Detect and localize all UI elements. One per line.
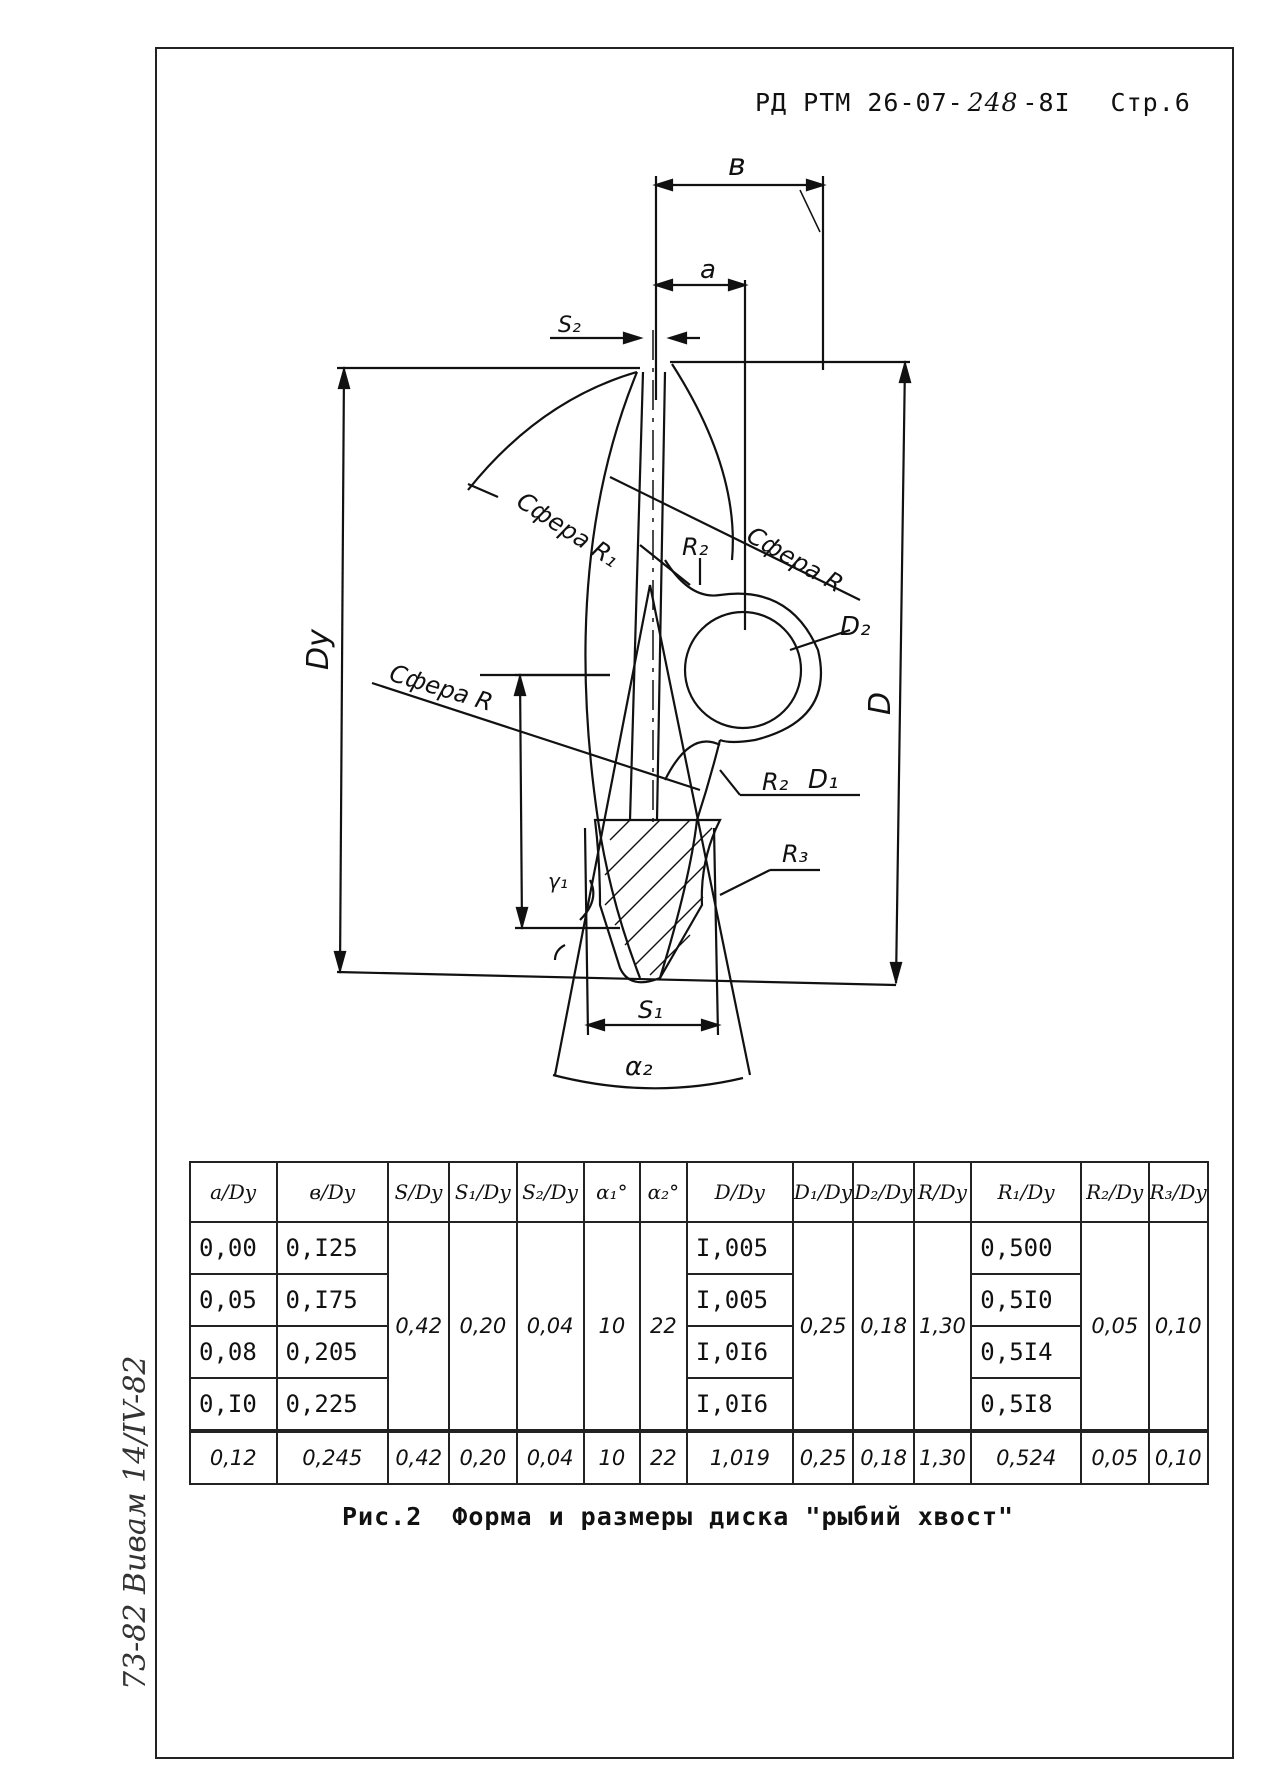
last-d1: 0,25 xyxy=(793,1431,853,1484)
col-alpha1: α₁° xyxy=(584,1162,640,1222)
cell-a: 0,I0 xyxy=(190,1378,277,1431)
cell-s-merged: 0,42 xyxy=(388,1222,449,1431)
cell-b: 0,I25 xyxy=(277,1222,389,1274)
cell-a: 0,08 xyxy=(190,1326,277,1378)
col-s2: S₂/Dу xyxy=(517,1162,584,1222)
cell-d: I,0I6 xyxy=(687,1326,793,1378)
table-header-row xyxy=(190,1162,1208,1222)
cell-d2-merged: 0,18 xyxy=(853,1222,913,1431)
last-r3: 0,10 xyxy=(1149,1431,1208,1484)
label-d2: D₂ xyxy=(840,612,871,642)
last-s1: 0,20 xyxy=(449,1431,516,1484)
doc-number: 248 xyxy=(967,88,1019,117)
label-dy: Dу xyxy=(301,629,336,670)
handwritten-margin-note: 73-82 Вивам 14/IV-82 xyxy=(118,1355,153,1690)
label-d1: D₁ xyxy=(808,765,839,795)
page-number: Стр.6 xyxy=(1110,88,1191,117)
cell-r-merged: 1,30 xyxy=(914,1222,972,1431)
last-alpha2: 22 xyxy=(640,1431,687,1484)
cell-r1: 0,5I0 xyxy=(971,1274,1081,1326)
label-alpha2: α₂ xyxy=(625,1052,653,1082)
col-r1: R₁/Dу xyxy=(971,1162,1081,1222)
figure-caption xyxy=(342,1502,1014,1531)
col-d: D/Dу xyxy=(687,1162,793,1222)
cell-alpha2-merged: 22 xyxy=(640,1222,687,1431)
col-alpha2: α₂° xyxy=(640,1162,687,1222)
table-row-last xyxy=(190,1431,1208,1484)
col-r2: R₂/Dу xyxy=(1081,1162,1148,1222)
cell-b: 0,225 xyxy=(277,1378,389,1431)
cell-r1: 0,5I4 xyxy=(971,1326,1081,1378)
dimension-table xyxy=(189,1161,1209,1485)
label-gamma1: γ₁ xyxy=(548,869,568,893)
col-r3: R₃/Dу xyxy=(1149,1162,1208,1222)
last-alpha1: 10 xyxy=(584,1431,640,1484)
col-r: R/Dу xyxy=(914,1162,972,1222)
cell-s1-merged: 0,20 xyxy=(449,1222,516,1431)
last-r: 1,30 xyxy=(914,1431,972,1484)
last-d2: 0,18 xyxy=(853,1431,913,1484)
cell-d: I,0I6 xyxy=(687,1378,793,1431)
label-s2: S₂ xyxy=(558,313,581,338)
last-r1: 0,524 xyxy=(971,1431,1081,1484)
label-s1: S₁ xyxy=(638,996,663,1024)
cell-r3-merged: 0,10 xyxy=(1149,1222,1208,1431)
col-s: S/Dу xyxy=(388,1162,449,1222)
last-a: 0,12 xyxy=(190,1431,277,1484)
table-row xyxy=(190,1274,1208,1326)
cell-b: 0,205 xyxy=(277,1326,389,1378)
table-row xyxy=(190,1326,1208,1378)
table-row xyxy=(190,1378,1208,1431)
cell-d: I,005 xyxy=(687,1222,793,1274)
label-b: в xyxy=(728,148,746,183)
label-sphere-r-top: Сфера R xyxy=(742,520,849,599)
cell-r2-merged: 0,05 xyxy=(1081,1222,1148,1431)
table-row xyxy=(190,1222,1208,1274)
last-r2: 0,05 xyxy=(1081,1431,1148,1484)
label-d: D xyxy=(863,691,898,715)
col-b: в/Dу xyxy=(277,1162,389,1222)
cell-a: 0,05 xyxy=(190,1274,277,1326)
col-a: a/Dу xyxy=(190,1162,277,1222)
cell-d: I,005 xyxy=(687,1274,793,1326)
cell-d1-merged: 0,25 xyxy=(793,1222,853,1431)
label-sphere-r-left: Сфера R xyxy=(386,658,497,717)
cell-r1: 0,5I8 xyxy=(971,1378,1081,1431)
col-d2: D₂/Dу xyxy=(853,1162,913,1222)
last-s2: 0,04 xyxy=(517,1431,584,1484)
label-sphere-r1: Сфера R₁ xyxy=(511,486,625,574)
label-a: а xyxy=(700,255,716,285)
label-r3: R₃ xyxy=(782,840,809,868)
cell-a: 0,00 xyxy=(190,1222,277,1274)
doc-year: -8I xyxy=(1022,88,1071,117)
last-d: 1,019 xyxy=(687,1431,793,1484)
figure-number: Рис.2 xyxy=(342,1502,423,1531)
col-s1: S₁/Dу xyxy=(449,1162,516,1222)
label-r2-bottom: R₂ xyxy=(762,768,789,796)
cell-s2-merged: 0,04 xyxy=(517,1222,584,1431)
figure-title: Форма и размеры диска "рыбий хвост" xyxy=(452,1502,1015,1531)
col-d1: D₁/Dу xyxy=(793,1162,853,1222)
doc-code: РД РТМ 26-07- xyxy=(755,88,964,117)
last-s: 0,42 xyxy=(388,1431,449,1484)
cell-b: 0,I75 xyxy=(277,1274,389,1326)
label-r2-top: R₂ xyxy=(682,533,709,561)
cell-alpha1-merged: 10 xyxy=(584,1222,640,1431)
last-b: 0,245 xyxy=(277,1431,389,1484)
cell-r1: 0,500 xyxy=(971,1222,1081,1274)
